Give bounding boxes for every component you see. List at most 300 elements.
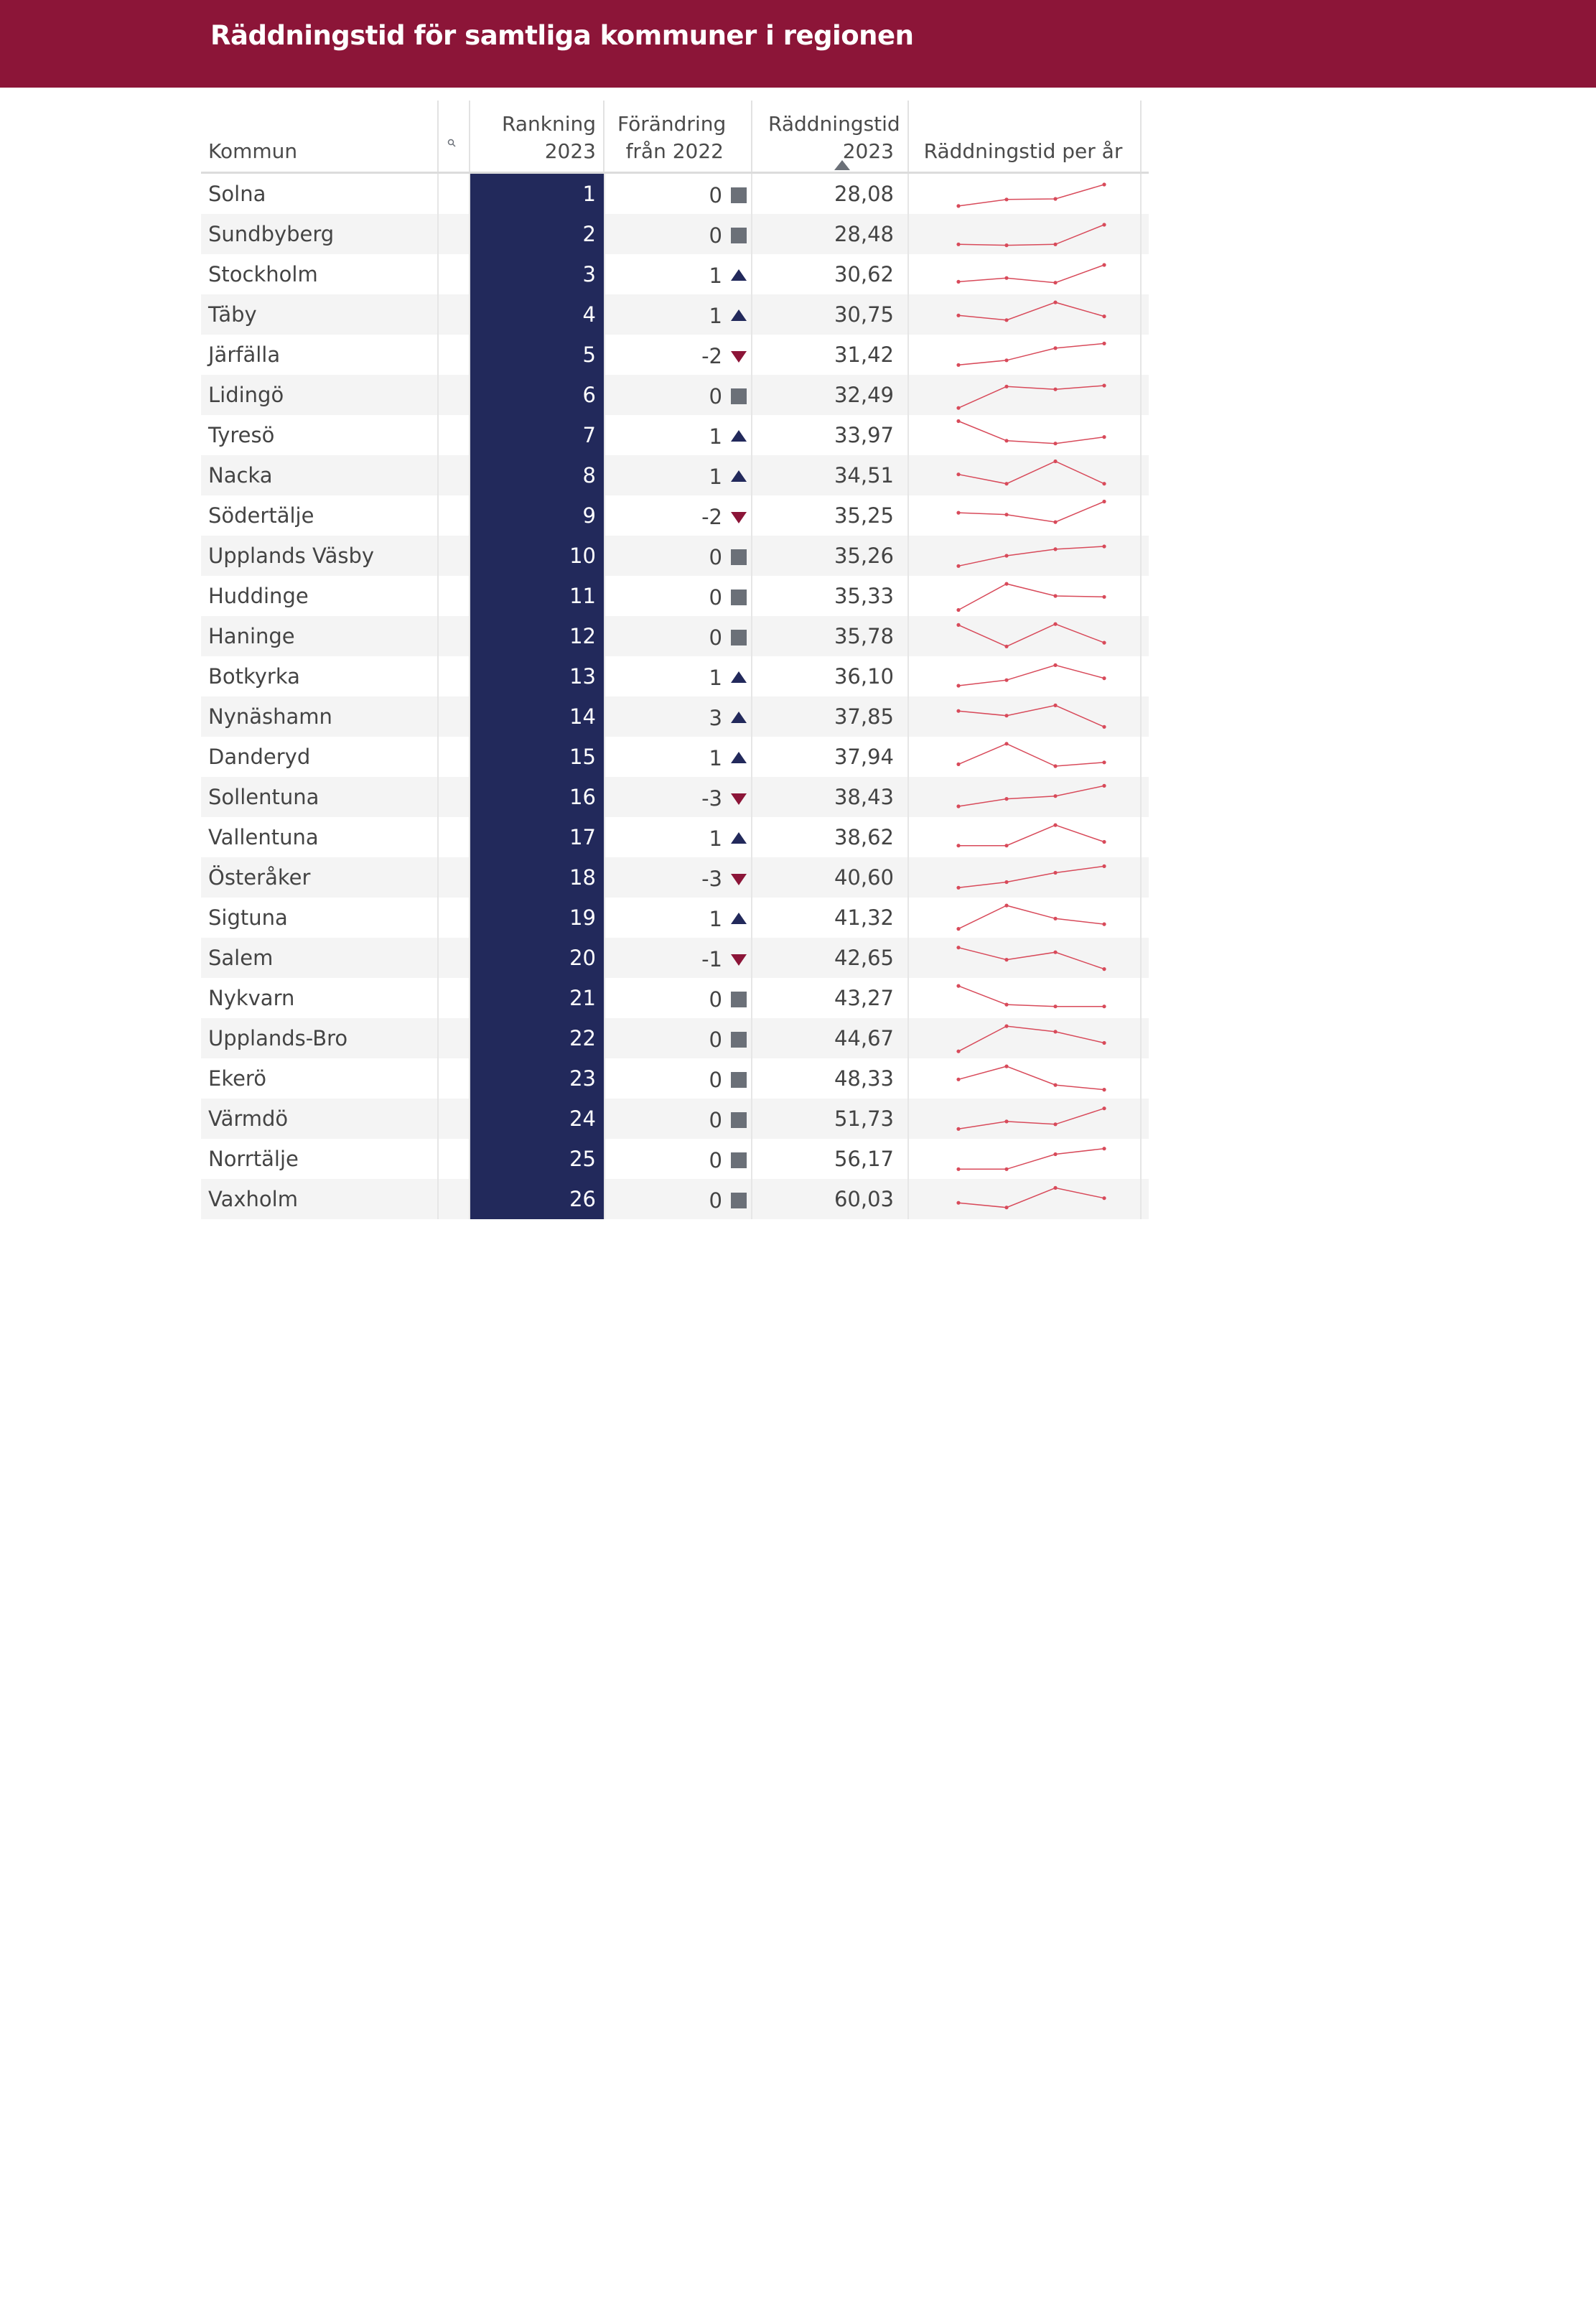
- sparkline-line: [958, 948, 1104, 969]
- change-cell: [617, 455, 747, 495]
- municipality-name: Botkyrka: [208, 664, 300, 689]
- triangle-down-icon: [731, 509, 747, 525]
- rescue-time-value: 35,33: [834, 584, 894, 608]
- rescue-time-value: 33,97: [834, 423, 894, 447]
- change-value: -2: [701, 344, 722, 368]
- change-cell: [617, 978, 747, 1018]
- change-cell: [617, 696, 747, 737]
- sparkline-point: [956, 472, 960, 476]
- rescue-time-value: 30,62: [834, 262, 894, 286]
- table-row[interactable]: [201, 616, 1149, 656]
- sparkline-point: [956, 927, 960, 931]
- triangle-up-icon: [731, 268, 747, 284]
- sparkline-point: [1004, 385, 1008, 388]
- table-row[interactable]: [201, 1099, 1149, 1139]
- sparkline-point: [1102, 223, 1106, 226]
- municipality-name: Lidingö: [208, 383, 284, 407]
- change-cell: [617, 938, 747, 978]
- sparkline-point: [956, 684, 960, 687]
- sparkline-point: [1004, 714, 1008, 717]
- sparkline-point: [1102, 342, 1106, 345]
- sparkline-point: [1102, 383, 1106, 387]
- change-value: 1: [709, 907, 722, 931]
- change-cell: [617, 536, 747, 576]
- sparkline-line: [958, 584, 1104, 610]
- rescue-time-value: 31,42: [834, 342, 894, 367]
- change-cell: [617, 817, 747, 857]
- municipality-name: Solna: [208, 182, 266, 206]
- change-value: 1: [709, 465, 722, 489]
- sparkline-line: [958, 624, 1104, 646]
- change-cell: [617, 375, 747, 415]
- sparkline-point: [1053, 871, 1057, 875]
- sparkline-line: [958, 265, 1104, 283]
- change-value: 0: [709, 585, 722, 610]
- change-value: -1: [701, 947, 722, 971]
- sparkline-point: [1053, 1005, 1057, 1008]
- sparkline-point: [1053, 824, 1057, 827]
- sparkline: [926, 1139, 1134, 1179]
- municipality-name: Upplands-Bro: [208, 1026, 348, 1050]
- sparkline-line: [958, 705, 1104, 727]
- sparkline-point: [1102, 676, 1106, 680]
- rank-value: 6: [582, 383, 596, 407]
- sparkline-point: [1102, 544, 1106, 548]
- change-value: 0: [709, 223, 722, 248]
- sparkline-point: [956, 623, 960, 627]
- table-row[interactable]: [201, 455, 1149, 495]
- column-header-time-line2: 2023: [842, 139, 894, 163]
- rescue-time-value: 60,03: [834, 1187, 894, 1211]
- rank-value: 16: [569, 785, 596, 809]
- column-divider: [751, 174, 752, 1219]
- sparkline-point: [1053, 663, 1057, 667]
- table-row[interactable]: [201, 294, 1149, 335]
- change-value: -3: [701, 786, 722, 811]
- sparkline: [926, 214, 1134, 254]
- sparkline-point: [1053, 623, 1057, 626]
- column-divider: [907, 101, 909, 172]
- sparkline-point: [1102, 784, 1106, 788]
- column-divider: [751, 101, 752, 172]
- rescue-time-value: 40,60: [834, 865, 894, 890]
- triangle-up-icon: [731, 710, 747, 726]
- municipality-name: Haninge: [208, 624, 295, 648]
- sparkline: [926, 1058, 1134, 1099]
- municipality-name: Salem: [208, 946, 274, 970]
- sparkline: [926, 254, 1134, 294]
- sparkline-point: [1004, 679, 1008, 682]
- sparkline: [926, 455, 1134, 495]
- rank-value: 8: [582, 463, 596, 488]
- municipality-name: Nykvarn: [208, 986, 295, 1010]
- rescue-time-value: 35,78: [834, 624, 894, 648]
- sparkline-point: [956, 1168, 960, 1171]
- table-row[interactable]: [201, 174, 1149, 214]
- rescue-time-value: 35,26: [834, 544, 894, 568]
- rescue-time-value: 42,65: [834, 946, 894, 970]
- municipality-name: Sigtuna: [208, 905, 288, 930]
- municipality-name: Stockholm: [208, 262, 318, 286]
- sparkline-point: [1053, 547, 1057, 551]
- table-row[interactable]: [201, 375, 1149, 415]
- sparkline-point: [1053, 1122, 1057, 1126]
- change-value: 0: [709, 987, 722, 1012]
- sparkline-point: [1102, 1041, 1106, 1045]
- sparkline-line: [958, 1066, 1104, 1090]
- table-row[interactable]: [201, 214, 1149, 254]
- sparkline-line: [958, 302, 1104, 320]
- table-row[interactable]: [201, 495, 1149, 536]
- rank-value: 20: [569, 946, 596, 970]
- table-row[interactable]: [201, 898, 1149, 938]
- table-row[interactable]: [201, 1058, 1149, 1099]
- square-icon: [731, 630, 747, 646]
- sparkline-point: [1102, 760, 1106, 764]
- sparkline-point: [1004, 880, 1008, 884]
- column-header-rank[interactable]: [470, 101, 596, 172]
- square-icon: [731, 992, 747, 1007]
- change-cell: [617, 214, 747, 254]
- change-value: 1: [709, 666, 722, 690]
- sparkline-point: [1102, 641, 1106, 645]
- sparkline-point: [1102, 500, 1106, 503]
- sparkline-point: [956, 608, 960, 612]
- change-value: 0: [709, 545, 722, 569]
- sparkline-point: [956, 1050, 960, 1053]
- sparkline-point: [1102, 864, 1106, 868]
- triangle-up-icon: [731, 469, 747, 485]
- sparkline-point: [956, 406, 960, 410]
- square-icon: [731, 589, 747, 605]
- column-header-rank-line1: Rankning: [501, 112, 596, 136]
- sparkline: [926, 294, 1134, 335]
- change-cell: [617, 656, 747, 696]
- sparkline-point: [956, 1201, 960, 1205]
- sparkline: [926, 536, 1134, 576]
- change-cell: [617, 857, 747, 898]
- municipality-name: Vaxholm: [208, 1187, 298, 1211]
- column-header-kommun[interactable]: [208, 101, 424, 172]
- rescue-time-value: 37,94: [834, 745, 894, 769]
- change-cell: [617, 1099, 747, 1139]
- change-cell: [617, 1179, 747, 1219]
- sparkline-point: [1004, 243, 1008, 247]
- sparkline-point: [956, 511, 960, 515]
- column-divider: [907, 174, 909, 1219]
- table-row[interactable]: [201, 576, 1149, 616]
- sparkline-point: [1053, 442, 1057, 445]
- sparkline-point: [1102, 1088, 1106, 1091]
- municipality-name: Norrtälje: [208, 1147, 299, 1171]
- rescue-time-value: 38,43: [834, 785, 894, 809]
- change-value: 3: [709, 706, 722, 730]
- sparkline-point: [1004, 358, 1008, 362]
- rank-value: 15: [569, 745, 596, 769]
- municipality-name: Södertälje: [208, 503, 314, 528]
- sparkline-point: [1053, 1030, 1057, 1033]
- sparkline-point: [1053, 460, 1057, 463]
- sparkline-line: [958, 786, 1104, 806]
- rank-value: 1: [582, 182, 596, 206]
- sparkline-point: [1004, 1119, 1008, 1123]
- sparkline-point: [1102, 1106, 1106, 1110]
- rescue-time-value: 37,85: [834, 704, 894, 729]
- sparkline-point: [956, 844, 960, 847]
- sparkline-point: [956, 946, 960, 949]
- sparkline-point: [1053, 301, 1057, 304]
- sparkline-point: [1053, 704, 1057, 707]
- change-cell: [617, 737, 747, 777]
- sparkline-point: [1004, 513, 1008, 516]
- sparkline-point: [1004, 645, 1008, 648]
- column-divider: [1140, 101, 1142, 172]
- column-header-time[interactable]: [768, 101, 900, 172]
- page-header: [0, 0, 1596, 88]
- column-divider: [469, 174, 470, 1219]
- table-row[interactable]: [201, 978, 1149, 1018]
- rank-value: 5: [582, 342, 596, 367]
- column-header-trend-label: Räddningstid per år: [923, 139, 1123, 163]
- rescue-time-value: 32,49: [834, 383, 894, 407]
- square-icon: [731, 187, 747, 203]
- sparkline-point: [1102, 435, 1106, 439]
- sparkline-point: [1102, 182, 1106, 186]
- municipality-name: Ekerö: [208, 1066, 266, 1091]
- sparkline-point: [956, 314, 960, 317]
- sparkline-point: [1102, 1147, 1106, 1150]
- column-divider: [437, 174, 439, 1219]
- sparkline-point: [1053, 197, 1057, 200]
- sparkline-point: [1004, 318, 1008, 322]
- sparkline-line: [958, 502, 1104, 523]
- rescue-time-value: 56,17: [834, 1147, 894, 1171]
- table-row[interactable]: [201, 857, 1149, 898]
- change-value: 0: [709, 1068, 722, 1092]
- rank-value: 25: [569, 1147, 596, 1171]
- sparkline-point: [1004, 797, 1008, 801]
- sparkline-line: [958, 905, 1104, 929]
- sparkline-point: [1053, 794, 1057, 798]
- table-row[interactable]: [201, 1179, 1149, 1219]
- sparkline-point: [1102, 725, 1106, 729]
- column-header-change-line2: från 2022: [625, 139, 724, 163]
- municipality-name: Tyresö: [208, 423, 275, 447]
- municipality-name: Upplands Väsby: [208, 544, 375, 568]
- column-header-rank-line2: 2023: [544, 139, 596, 163]
- rank-value: 19: [569, 905, 596, 930]
- square-icon: [731, 1112, 747, 1128]
- change-cell: [617, 898, 747, 938]
- square-icon: [731, 388, 747, 404]
- rank-value: 21: [569, 986, 596, 1010]
- municipality-name: Huddinge: [208, 584, 309, 608]
- sparkline-point: [956, 984, 960, 988]
- municipality-name: Järfälla: [208, 342, 281, 367]
- triangle-up-icon: [731, 831, 747, 847]
- change-value: 0: [709, 625, 722, 650]
- sparkline-point: [1053, 1186, 1057, 1190]
- sparkline-point: [1053, 917, 1057, 921]
- rescue-time-value: 30,75: [834, 302, 894, 327]
- sparkline-point: [1004, 958, 1008, 961]
- table-row[interactable]: [201, 817, 1149, 857]
- sparkline-point: [1102, 595, 1106, 599]
- rank-value: 9: [582, 503, 596, 528]
- sparkline: [926, 335, 1134, 375]
- sparkline-point: [1102, 314, 1106, 318]
- change-value: 1: [709, 264, 722, 288]
- change-value: 1: [709, 746, 722, 770]
- table-row[interactable]: [201, 777, 1149, 817]
- sparkline: [926, 1099, 1134, 1139]
- sparkline-point: [1004, 1168, 1008, 1171]
- sparkline: [926, 576, 1134, 616]
- sparkline-line: [958, 825, 1104, 846]
- table-row[interactable]: [201, 938, 1149, 978]
- sparkline: [926, 817, 1134, 857]
- sparkline-line: [958, 343, 1104, 365]
- sparkline-point: [1102, 1196, 1106, 1200]
- sparkline: [926, 857, 1134, 898]
- sparkline: [926, 1018, 1134, 1058]
- rank-value: 3: [582, 262, 596, 286]
- sparkline: [926, 174, 1134, 214]
- sparkline-point: [1004, 1003, 1008, 1007]
- sparkline: [926, 777, 1134, 817]
- change-cell: [617, 1018, 747, 1058]
- sparkline-point: [956, 763, 960, 766]
- change-value: -2: [701, 505, 722, 529]
- sparkline-line: [958, 1026, 1104, 1051]
- sparkline-line: [958, 546, 1104, 566]
- change-cell: [617, 1139, 747, 1179]
- triangle-up-icon: [731, 750, 747, 766]
- sparkline-point: [1053, 764, 1057, 768]
- municipality-name: Värmdö: [208, 1106, 289, 1131]
- sparkline-point: [956, 363, 960, 367]
- table-row[interactable]: [201, 335, 1149, 375]
- sparkline-point: [956, 709, 960, 713]
- sparkline-point: [1102, 263, 1106, 266]
- municipality-name: Nynäshamn: [208, 704, 332, 729]
- rescue-time-value: 44,67: [834, 1026, 894, 1050]
- sparkline-line: [958, 1149, 1104, 1170]
- rescue-time-value: 41,32: [834, 905, 894, 930]
- rank-value: 7: [582, 423, 596, 447]
- triangle-down-icon: [731, 791, 747, 806]
- column-header-trend[interactable]: [919, 101, 1127, 172]
- table-row[interactable]: [201, 1139, 1149, 1179]
- sparkline-line: [958, 386, 1104, 408]
- rescue-time-value: 28,08: [834, 182, 894, 206]
- triangle-down-icon: [731, 348, 747, 364]
- sparkline-point: [1053, 1152, 1057, 1156]
- municipality-name: Vallentuna: [208, 825, 319, 849]
- table-row[interactable]: [201, 696, 1149, 737]
- sparkline: [926, 898, 1134, 938]
- change-value: 0: [709, 1027, 722, 1052]
- sparkline: [926, 978, 1134, 1018]
- sparkline-point: [1053, 521, 1057, 524]
- rescue-time-value: 35,25: [834, 503, 894, 528]
- sparkline-point: [956, 280, 960, 284]
- table-row[interactable]: [201, 536, 1149, 576]
- search-icon[interactable]: [447, 139, 456, 147]
- sort-ascending-icon[interactable]: [834, 160, 850, 170]
- sparkline-line: [958, 462, 1104, 484]
- sparkline-line: [958, 744, 1104, 766]
- sparkline-point: [1004, 482, 1008, 485]
- table-row[interactable]: [201, 1018, 1149, 1058]
- rank-value: 13: [569, 664, 596, 689]
- column-divider: [604, 174, 605, 1219]
- sparkline-point: [1053, 594, 1057, 597]
- square-icon: [731, 1032, 747, 1048]
- sparkline-point: [1102, 967, 1106, 971]
- sparkline-line: [958, 421, 1104, 444]
- municipality-name: Täby: [208, 302, 257, 327]
- change-value: 0: [709, 384, 722, 409]
- rank-value: 23: [569, 1066, 596, 1091]
- municipality-name: Sollentuna: [208, 785, 319, 809]
- page-title: Räddningstid för samtliga kommuner i regionen: [210, 20, 914, 51]
- change-value: -3: [701, 867, 722, 891]
- table-row[interactable]: [201, 737, 1149, 777]
- column-divider: [1140, 174, 1142, 1219]
- sparkline-point: [956, 1078, 960, 1081]
- sparkline-point: [1053, 388, 1057, 391]
- table-row[interactable]: [201, 254, 1149, 294]
- sparkline-point: [956, 243, 960, 246]
- change-cell: [617, 616, 747, 656]
- sparkline-line: [958, 986, 1104, 1007]
- column-header-change[interactable]: [617, 101, 727, 172]
- table-row[interactable]: [201, 656, 1149, 696]
- rank-value: 17: [569, 825, 596, 849]
- rescue-time-value: 36,10: [834, 664, 894, 689]
- rescue-time-value: 28,48: [834, 222, 894, 246]
- sparkline: [926, 737, 1134, 777]
- table-row[interactable]: [201, 415, 1149, 455]
- sparkline-point: [1004, 582, 1008, 586]
- sparkline-point: [1053, 1083, 1057, 1087]
- sparkline-point: [1053, 243, 1057, 246]
- column-divider: [603, 101, 605, 172]
- rank-value: 12: [569, 624, 596, 648]
- rank-value: 26: [569, 1187, 596, 1211]
- change-cell: [617, 1058, 747, 1099]
- triangle-down-icon: [731, 951, 747, 967]
- sparkline-point: [1004, 439, 1008, 442]
- sparkline-point: [1004, 1206, 1008, 1209]
- change-cell: [617, 495, 747, 536]
- change-value: 1: [709, 826, 722, 851]
- change-value: 1: [709, 304, 722, 328]
- rank-value: 24: [569, 1106, 596, 1131]
- sparkline-point: [956, 804, 960, 808]
- change-cell: [617, 576, 747, 616]
- sparkline: [926, 696, 1134, 737]
- sparkline-point: [1004, 554, 1008, 557]
- square-icon: [731, 1152, 747, 1168]
- municipality-name: Sundbyberg: [208, 222, 335, 246]
- triangle-up-icon: [731, 429, 747, 444]
- sparkline-point: [1102, 840, 1106, 844]
- square-icon: [731, 1193, 747, 1208]
- municipality-name: Österåker: [208, 865, 311, 890]
- sparkline-point: [1053, 951, 1057, 954]
